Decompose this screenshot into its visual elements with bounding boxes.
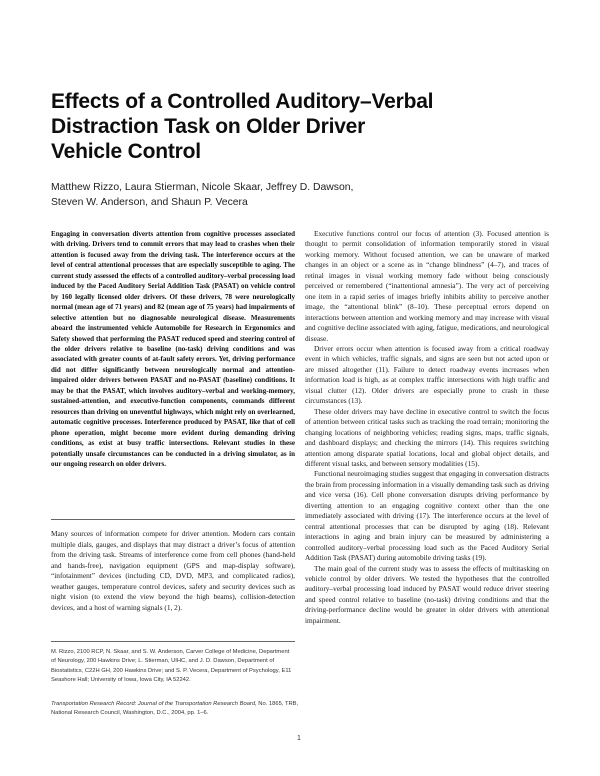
abstract: [51, 229, 295, 469]
body-paragraph: The main goal of the current study was to assess the effects of multitasking on vehicle control by older drivers. We tested the hypotheses that the controlled auditory–verbal processing load induced by PASAT would reduce driver steering and speed control relative to baseline (no-task) driving conditions and that the driving-performance decline would be greater in older drivers with attentional impairment.: [305, 563, 549, 625]
journal-issue: No. 1865, TRB, National Research Council, Washington, D.C., 2004, pp. 1–6.: [51, 701, 299, 717]
author-list: [51, 180, 451, 210]
body-paragraph: These older drivers may have decline in executive control to switch the focus of attention between critical tasks such as tracking the road terrain; monitoring the changing locations of neighboring vehicles; reading signs, maps, traffic signals, and dashboard displays; and checking the mirrors (14). This requires switching attention among disparate spatial locations, local and global object details, and different visual tasks, and between sensory modalities (15).: [305, 406, 549, 468]
paper-title: [51, 89, 551, 164]
journal-name: Transportation Research Record: Journal of the Transportation Research Board,: [51, 701, 257, 707]
body-paragraph: Functional neuroimaging studies suggest that engaging in conversation distracts the brain from processing information in a visually demanding task such as driving and vice versa (16). Cell phone conversation disrupts driving performance by diverting attention to an engaging cognitive context other than the one immediately associated with driving (17). The interference occurs at the level of central attentional processes that can be disrupted by aging (18). Relevant interactions in aging and brain injury can be measured by administering a controlled auditory–verbal processing load such as the Paced Auditory Serial Addition Task (PASAT) during automobile driving tasks (19).: [305, 469, 549, 563]
body-paragraph: Driver errors occur when attention is focused away from a critical roadway event in which vehicles, traffic signals, and signs are seen but not acted upon or are missed altogether (11). Failure to detect roadway events increases when information load is high, as at complex traffic intersections with high traffic and visual clutter (12). Older drivers are especially prone to crash in these circumstances (13).: [305, 343, 549, 406]
author-line: Steven W. Anderson, and Shaun P. Vecera: [51, 197, 248, 208]
affiliations-text: M. Rizzo, 2100 RCP, N. Skaar, and S. W. Anderson, Carver College of Medicine, Department of Neurology, 200 Hawkins Drive; L. Stierman, UIHC, and J. D. Dawson, Department of Biostatistics, C22H GH, 200 Hawkins Drive; and S. P. Vecera, Department of Psychology, E11 Seashore Hall; University of Iowa, Iowa City, IA 52242.: [51, 649, 292, 684]
author-line: Matthew Rizzo, Laura Stierman, Nicole Skaar, Jeffrey D. Dawson,: [51, 182, 354, 193]
page-number: 1: [297, 735, 301, 742]
abstract-divider: [51, 519, 295, 520]
body-paragraph: Executive functions control our focus of attention (3). Focused attention is thought to permit consolidation of information temporarily stored in visual working memory. Without focused attention, we can be unaware of marked changes in an object or a scene as in “change blindness” (4–7), and traces of retinal images in visual working memory fade without being consciously perceived or remembered (“inattentional amnesia”). The very act of perceiving one item in a rapid series of images briefly inhibits ability to perceive another image, the “attentional blink” (8–10). These perceptual errors depend on interactions between attention and working memory and may increase with visual and cognitive decline associated with aging, fatigue, medications, and neurological disease.: [305, 229, 549, 343]
intro-paragraph: Many sources of information compete for driver attention. Modern cars contain multiple dials, gauges, and displays that may distract a driver’s focus of attention from the driving task. Streams of interference come from cell phones (hand-held and hands-free), navigation equipment (GPS and map-display software), “infotainment” devices (including CD, DVD, MP3, and complicated radios), weather gauges, temperature control devices, safety and security devices such as night vision (to extend the view beyond the high beams), collision-detection devices, and a host of warning signals (1, 2).: [51, 529, 295, 612]
title-line: Distraction Task on Older Driver: [51, 115, 366, 138]
intro-section: [51, 529, 295, 613]
title-line: Vehicle Control: [51, 140, 201, 163]
journal-citation: [51, 700, 301, 719]
footnote-divider: [51, 641, 295, 642]
body-right-column: [305, 229, 549, 626]
author-affiliations: [51, 648, 295, 686]
abstract-text: Engaging in conversation diverts attention from cognitive processes associated with driving. Drivers tend to commit errors that may lead to crashes when their attention is focused away from the driving task. The interference occurs at the level of central attentional processes that are especially susceptible to aging. The current study assessed the effects of a controlled auditory–verbal processing load induced by the Paced Auditory Serial Addition Task (PASAT) on vehicle control by 160 legally licensed older drivers. Of these drivers, 78 were neurologically normal (mean age of 71 years) and 82 (mean age of 75 years) had impairments of selective attention but no diagnosable neurological disease. Measurements aboard the instrumented vehicle Automobile for Research in Ergonomics and Safety showed that performing the PASAT reduced speed and steering control of the older drivers relative to baseline (no-task) driving conditions and was associated with greater counts of at-fault safety errors. Yet, driving performance did not differ significantly between neurologically normal and attention-impaired older drivers between PASAT and no-PASAT (baseline) conditions. It may be that the PASAT, which involves auditory–verbal and working-memory, sustained-attention, and executive-function components, commands different resources than driving on uneventful highways, which might rely on overlearned, automatic cognitive processes. Interference produced by PASAT, like that of cell phone operation, might become more evident during demanding driving conditions, as exist at busy traffic intersections. Relevant studies in these potentially unsafe circumstances can be conducted in a driving simulator, as in our ongoing research on older drivers.: [51, 230, 295, 468]
title-line: Effects of a Controlled Auditory–Verbal: [51, 90, 434, 113]
